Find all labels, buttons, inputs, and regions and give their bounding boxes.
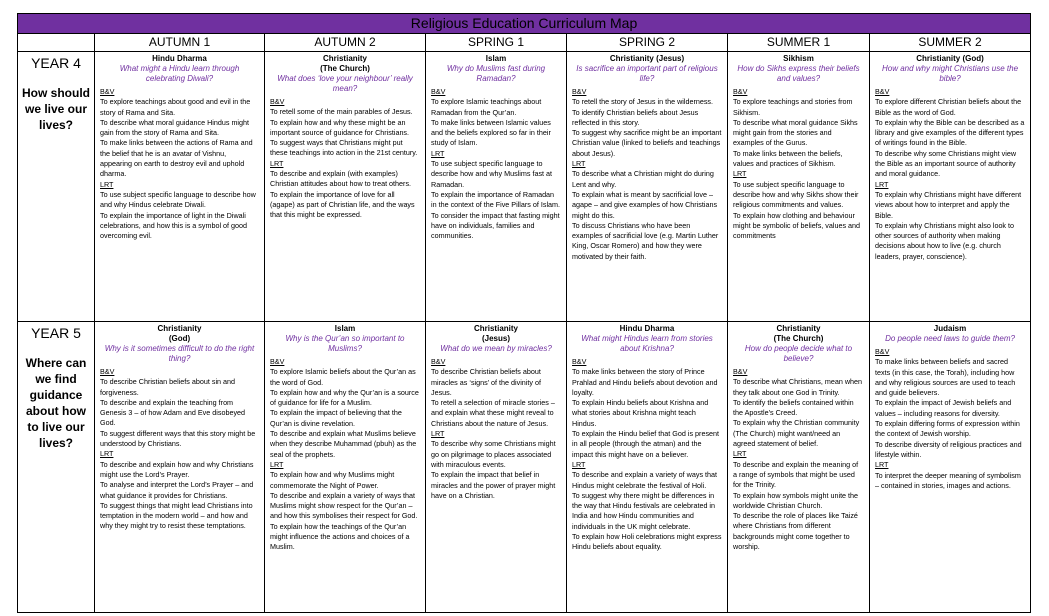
bv-section — [733, 87, 864, 169]
objective: To explain the impact of Jewish beliefs and values – including reasons for diversity. — [875, 398, 1012, 418]
objective: To make links between the beliefs, values and practices of Sikhism. — [733, 148, 843, 169]
bv-label: B&V — [733, 87, 748, 96]
year-cell — [18, 322, 95, 613]
bv-section — [270, 97, 420, 159]
year-cell — [18, 52, 95, 322]
lrt-label: LRT — [431, 429, 445, 439]
lrt-label: LRT — [875, 460, 889, 470]
lrt-label: LRT — [572, 159, 586, 169]
unit-question: What do we mean by miracles? — [440, 344, 552, 353]
bv-section — [100, 87, 259, 180]
unit-religion-sub: (Jesus) — [481, 334, 510, 343]
bv-label: B&V — [270, 357, 285, 366]
unit-religion: Judaism — [933, 324, 967, 333]
objective: To explain how symbols might unite the worldwide Christian Church. — [733, 490, 859, 510]
objective: To use subject specific language to describe how and why Muslims fast at Ramadan. — [431, 159, 553, 189]
objective: To identify the beliefs contained within the Apostle’s Creed. — [733, 397, 854, 418]
objective: To explain the importance of Ramadan in the context of the Five Pillars of Islam. — [431, 189, 561, 210]
bv-label: B&V — [431, 87, 446, 96]
term-header-row — [18, 34, 1031, 52]
unit-religion-sub: (The Church) — [320, 64, 370, 73]
objective: To discuss Christians who have been examples of sacrificial love (e.g. Martin Luther King, Oscar Romero) and how they were motivated by their faith. — [572, 220, 719, 261]
unit-cell — [728, 52, 870, 322]
lrt-section — [875, 460, 1025, 491]
unit-religion: Christianity (God) — [916, 54, 984, 63]
unit-question: Is sacrifice an important part of religious life? — [576, 64, 718, 83]
objective: To explain the impact that belief in miracles and the power of prayer might have on a Christian. — [431, 470, 556, 500]
year-label: YEAR 5 — [31, 325, 81, 341]
objective: To explain how and why the Qur’an is a source of guidance for life for a Muslim. — [270, 387, 419, 408]
lrt-label: LRT — [270, 459, 284, 469]
objective: To use subject specific language to describe how and why Hindus celebrate Diwali. — [100, 189, 256, 210]
objective: To describe Christian beliefs about sin and forgiveness. — [100, 377, 236, 397]
term-header: SPRING 2 — [567, 34, 728, 52]
page-title: Religious Education Curriculum Map — [18, 14, 1031, 34]
objective: To suggest different ways that this story might be understood by Christians. — [100, 428, 256, 449]
objective: To explain how clothing and behaviour might be symbolic of beliefs, values and commitments — [733, 210, 861, 241]
objective: To consider the impact that fasting might have on individuals, families and communities. — [431, 210, 560, 241]
bv-label: B&V — [431, 357, 446, 366]
lrt-label: LRT — [431, 148, 445, 158]
objective: To describe what a Christian might do during Lent and why. — [572, 169, 714, 189]
corner-cell — [18, 34, 95, 52]
lrt-section — [270, 159, 420, 221]
unit-cell — [870, 322, 1031, 613]
unit-cell — [426, 52, 567, 322]
unit-religion: Hindu Dharma — [152, 54, 207, 63]
lrt-section — [572, 159, 722, 262]
objective: To retell the story of Jesus in the wilderness. — [572, 97, 714, 107]
objective: To describe why some Christians might go on pilgrimage to places associated with miraculous events. — [431, 439, 556, 469]
bv-section — [572, 357, 722, 460]
objective: To explain how the teachings of the Qur’an might influence the actions and choices of a Muslim. — [270, 521, 410, 552]
objective: To describe what moral guidance Hindus might gain from the story of Rama and Sita. — [100, 117, 250, 138]
objective: To explain how and why Muslims might commemorate the Night of Power. — [270, 470, 395, 490]
objective: To explain how Holi celebrations might express Hindu beliefs about equality. — [572, 532, 722, 552]
unit-question: How and why might Christians use the bible? — [881, 64, 1019, 83]
year-question: How should we live our lives? — [22, 86, 90, 132]
objective: To explore teachings and stories from Sikhism. — [733, 97, 853, 117]
objective: To describe and explain a variety of ways that Muslims might show respect for the Qur’an – and how this symbolises their respect for God. — [270, 490, 418, 521]
objective: To explain the Hindu belief that God is present in all people (through the atman) and the impact this might have on a believer. — [572, 429, 720, 459]
unit-cell — [426, 322, 567, 613]
bv-label: B&V — [733, 367, 748, 376]
lrt-label: LRT — [100, 179, 114, 189]
bv-section — [733, 367, 864, 449]
unit-question: Why is the Qur’an so important to Muslims? — [285, 334, 405, 353]
lrt-label: LRT — [572, 459, 586, 469]
unit-question: How do people decide what to believe? — [744, 344, 853, 363]
term-header: SUMMER 1 — [728, 34, 870, 52]
objective: To retell a selection of miracle stories – and explain what these might reveal to Christians about the nature of Jesus. — [431, 398, 555, 428]
objective: To describe and explain what Muslims believe when they describe Muhammad (pbuh) as the seal of the prophets. — [270, 429, 417, 459]
bv-section — [572, 87, 722, 159]
term-header: AUTUMN 1 — [95, 34, 265, 52]
lrt-section — [100, 449, 259, 531]
bv-section — [100, 367, 259, 449]
objective: To describe and explain a variety of ways that Hindus might celebrate the festival of Holi. — [572, 470, 718, 490]
objective: To make links between the story of Prince Prahlad and Hindu beliefs about devotion and loyalty. — [572, 367, 718, 397]
unit-religion: Christianity (Jesus) — [609, 54, 685, 63]
objective: To explain how and why these might be an important source of guidance for Christians. — [270, 117, 410, 137]
unit-question: Why do Muslims fast during Ramadan? — [446, 64, 546, 83]
objective: To suggest things that might lead Christians into temptation in the modern world – and how and why they might try to resist these temptations. — [100, 500, 253, 531]
unit-cell — [95, 52, 265, 322]
unit-question: Why is it sometimes difficult to do the right thing? — [104, 344, 255, 363]
unit-cell — [95, 322, 265, 613]
objective: To describe diversity of religious practices and lifestyle within. — [875, 439, 1022, 459]
unit-religion: Islam — [334, 324, 356, 333]
unit-religion-sub: (The Church) — [773, 334, 824, 343]
objective: To explain differing forms of expression within the context of Jewish worship. — [875, 419, 1020, 439]
lrt-section — [733, 449, 864, 552]
bv-section — [431, 357, 561, 429]
objective: To describe why some Christians might view the Bible as an important source of authority and moral guidance. — [875, 148, 1017, 179]
bv-section — [270, 357, 420, 460]
lrt-label: LRT — [100, 449, 114, 459]
objective: To explain the impact of believing that the Qur’an is divine revelation. — [270, 408, 402, 428]
bv-label: B&V — [100, 367, 115, 376]
lrt-section — [100, 180, 259, 242]
lrt-section — [431, 149, 561, 242]
objective: To explain why the Christian community (The Church) might want/need an agreed statement of belief. — [733, 418, 860, 449]
unit-religion: Christianity — [322, 54, 367, 63]
objective: To suggest why sacrifice might be an important Christian value (linked to beliefs and teachings about Jesus). — [572, 128, 722, 158]
objective: To analyse and interpret the Lord’s Prayer – and what guidance it provides for Christians. — [100, 480, 254, 500]
objective: To describe what Christians, mean when they talk about one God in Trinity. — [733, 377, 863, 397]
unit-religion: Christianity — [473, 324, 518, 333]
unit-cell — [265, 52, 426, 322]
objective: To describe and explain (with examples) Christian attitudes about how to treat others. — [270, 169, 412, 189]
unit-religion-sub: (God) — [168, 334, 191, 343]
objective: To describe and explain the meaning of a range of symbols that might be used for the Trinity. — [733, 459, 859, 490]
lrt-label: LRT — [733, 169, 747, 179]
unit-cell — [265, 322, 426, 613]
objective: To describe Christian beliefs about miracles as ‘signs’ of the divinity of Jesus. — [431, 367, 541, 397]
unit-question: Do people need laws to guide them? — [885, 334, 1015, 343]
lrt-label: LRT — [733, 449, 747, 459]
bv-label: B&V — [572, 87, 587, 96]
bv-label: B&V — [100, 87, 115, 96]
term-header: SPRING 1 — [426, 34, 567, 52]
lrt-section — [270, 460, 420, 553]
objective: To describe and explain the teaching from Genesis 3 – of how Adam and Eve disobeyed God. — [100, 397, 246, 428]
objective: To explore teachings about good and evil in the story of Rama and Sita. — [100, 97, 251, 117]
bv-section — [875, 347, 1025, 460]
objective: To explore Islamic beliefs about the Qur’an as the word of God. — [270, 367, 416, 387]
objective: To explain why Christians might also look to other sources of authority when making decisions about how to live (e.g. church leaders, prayer, conscience). — [875, 220, 1015, 261]
bv-section — [431, 87, 561, 149]
unit-religion: Christianity — [157, 324, 202, 333]
year-question: Where can we find guidance about how to live our lives? — [25, 356, 87, 450]
objective: To make links between beliefs and sacred texts (in this case, the Torah), including how and why religious sources are used to teach and guide believers. — [875, 357, 1016, 398]
objective: To explain why Christians might have different views about how to interpret and apply the Bible. — [875, 189, 1022, 220]
lrt-section — [733, 169, 864, 241]
unit-question: What does ‘love your neighbour’ really mean? — [277, 74, 413, 93]
objective: To explain the importance of light in the Diwali celebrations, and how this is a symbol of good overcoming evil. — [100, 210, 248, 241]
objective: To explore different Christian beliefs about the Bible as the word of God. — [875, 97, 1022, 117]
unit-cell — [728, 322, 870, 613]
objective: To suggest why there might be differences in the way that Hindu festivals are celebrated in India and how Hindu communities and individuals in the UK might celebrate. — [572, 490, 716, 531]
unit-cell — [870, 52, 1031, 322]
unit-religion: Hindu Dharma — [619, 324, 675, 333]
lrt-section — [572, 460, 722, 553]
bv-section — [875, 87, 1025, 180]
objective: To explain what is meant by sacrificial love – agape – and give examples of how Christians might do this. — [572, 189, 718, 220]
year-row — [18, 52, 1031, 322]
curriculum-table — [17, 13, 1031, 613]
lrt-section — [875, 180, 1025, 262]
objective: To retell some of the main parables of Jesus. — [270, 107, 413, 117]
objective: To interpret the deeper meaning of symbolism – contained in stories, images and actions. — [875, 470, 1021, 490]
unit-question: How do Sikhs express their beliefs and values? — [737, 64, 860, 83]
objective: To use subject specific language to describe how and why Sikhs show their religious commitments and values. — [733, 179, 859, 210]
year-row — [18, 322, 1031, 613]
unit-religion: Sikhism — [783, 54, 814, 63]
objective: To explain the importance of love for all (agape) as part of Christian life, and the ways that this might be expressed. — [270, 189, 415, 220]
objective: To describe what moral guidance Sikhs might gain from the stories and examples of the Gurus. — [733, 117, 858, 148]
term-header: AUTUMN 2 — [265, 34, 426, 52]
unit-cell — [567, 322, 728, 613]
objective: To make links between Islamic values and the beliefs explored so far in their study of Islam. — [431, 117, 551, 148]
objective: To explore Islamic teachings about Ramadan from the Qur’an. — [431, 97, 542, 117]
unit-cell — [567, 52, 728, 322]
unit-question: What might Hindus learn from stories about Krishna? — [581, 334, 713, 353]
objective: To identify Christian beliefs about Jesus reflected in this story. — [572, 107, 699, 127]
unit-religion: Christianity — [776, 324, 821, 333]
unit-religion: Islam — [485, 54, 507, 63]
lrt-label: LRT — [270, 158, 284, 168]
unit-question: What might a Hindu learn through celebrating Diwali? — [119, 64, 240, 83]
objective: To describe and explain how and why Christians might use the Lord’s Prayer. — [100, 459, 254, 479]
lrt-section — [431, 429, 561, 501]
lrt-label: LRT — [875, 179, 889, 189]
objective: To make links between the actions of Rama and the belief that he is an avatar of Vishnu, appearing on earth to destroy evil and uphold dharma. — [100, 138, 253, 179]
objective: To explain why the Bible can be described as a library and give examples of the different types of writings found in the Bible. — [875, 117, 1025, 148]
objective: To suggest ways that Christians might put these teachings into action in the 21st century. — [270, 138, 418, 158]
term-header: SUMMER 2 — [870, 34, 1031, 52]
bv-label: B&V — [875, 87, 890, 96]
bv-label: B&V — [572, 357, 587, 366]
bv-label: B&V — [270, 97, 285, 106]
objective: To explain Hindu beliefs about Krishna and what stories about Krishna might teach Hindus. — [572, 398, 709, 428]
year-label: YEAR 4 — [31, 55, 81, 71]
objective: To describe the role of places like Taizé where Christians from different backgrounds might come together to worship. — [733, 511, 858, 552]
bv-label: B&V — [875, 347, 890, 356]
